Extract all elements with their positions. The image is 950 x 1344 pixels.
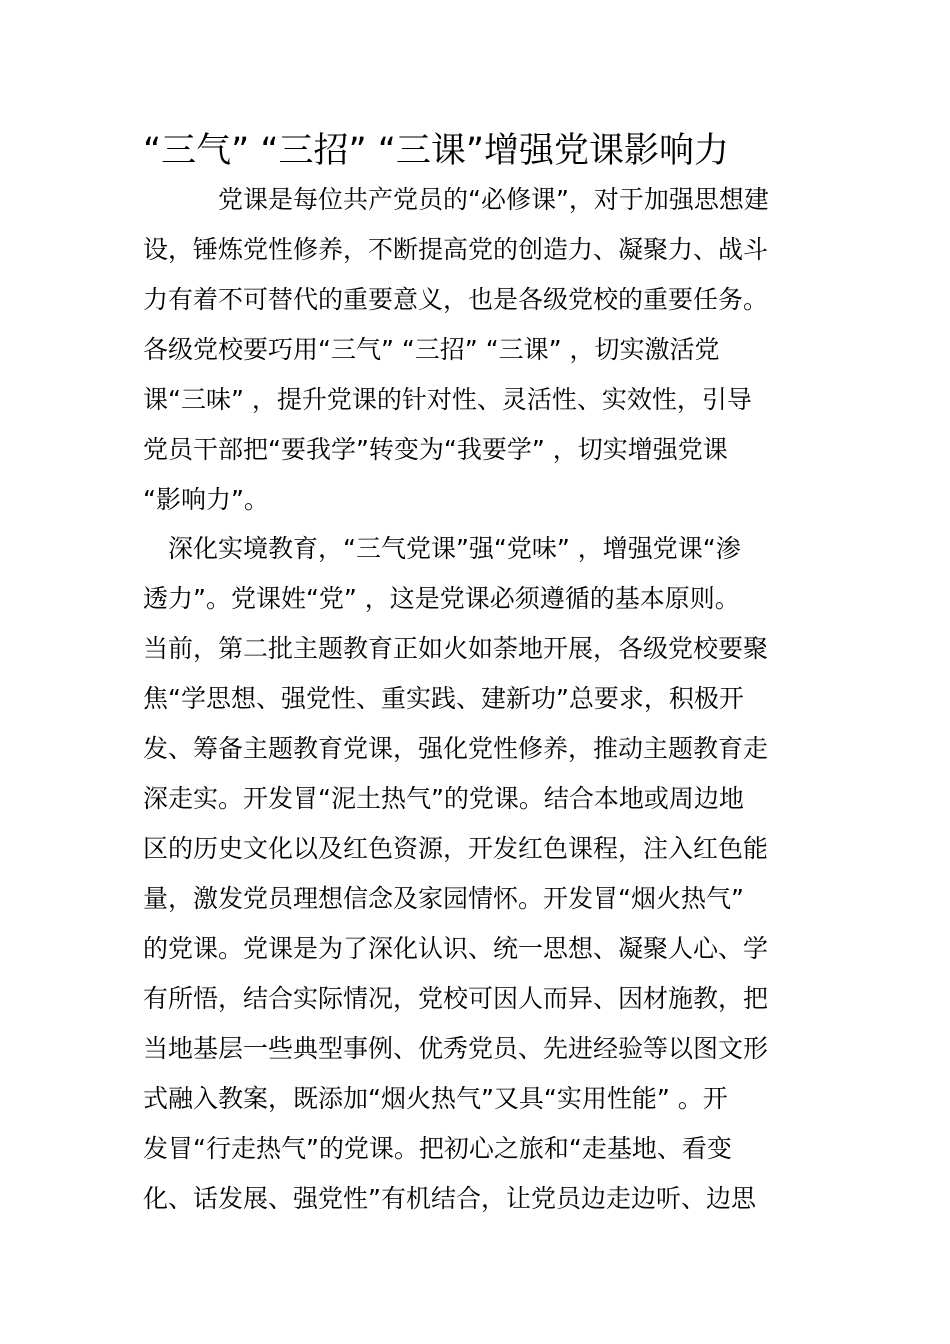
paragraph-line: 量，激发党员理想信念及家园情怀。开发冒“烟火热气”: [143, 884, 744, 913]
paragraph-line: 透力”。党课姓“党” ，这是党课必须遵循的基本原则。: [143, 584, 740, 613]
paragraph-line: 区的历史文化以及红色资源，开发红色课程，注入红色能: [143, 834, 769, 863]
paragraph-line: 深化实境教育，“三气党课”强“党味” ，增强党课“渗: [168, 534, 741, 563]
document-title: “三气” “三招” “三课”增强党课影响力: [143, 131, 730, 171]
paragraph-line: 式融入教案，既添加“烟火热气”又具“实用性能” 。开: [143, 1084, 728, 1113]
paragraph-line: 化、话发展、强党性”有机结合，让党员边走边听、边思: [143, 1184, 756, 1213]
paragraph-line: 党课是每位共产党员的“必修课”，对于加强思想建: [218, 185, 769, 214]
paragraph-line: 党员干部把“要我学”转变为“我要学” ，切实增强党课: [143, 435, 728, 464]
paragraph-line: 各级党校要巧用“三气” “三招” “三课” ，切实激活党: [143, 335, 720, 364]
paragraph-line: 课“三味” ，提升党课的针对性、灵活性、实效性，引导: [143, 385, 752, 414]
paragraph-line: 当前，第二批主题教育正如火如荼地开展，各级党校要聚: [143, 634, 769, 663]
paragraph-line: 力有着不可替代的重要意义，也是各级党校的重要任务。: [143, 285, 769, 314]
paragraph-line: 焦“学思想、强党性、重实践、建新功”总要求，积极开: [143, 684, 744, 713]
paragraph-line: 深走实。开发冒“泥土热气”的党课。结合本地或周边地: [143, 784, 744, 813]
paragraph-line: 有所悟，结合实际情况，党校可因人而异、因材施教，把: [143, 984, 769, 1013]
paragraph-line: 发、筹备主题教育党课，强化党性修养，推动主题教育走: [143, 734, 769, 763]
paragraph-line: 设，锤炼党性修养，不断提高党的创造力、凝聚力、战斗: [143, 235, 769, 264]
paragraph-line: “影响力”。: [143, 485, 269, 514]
paragraph-line: 的党课。党课是为了深化认识、统一思想、凝聚人心、学: [143, 934, 769, 963]
paragraph-line: 当地基层一些典型事例、优秀党员、先进经验等以图文形: [143, 1034, 769, 1063]
paragraph-line: 发冒“行走热气”的党课。把初心之旅和“走基地、看变: [143, 1134, 732, 1163]
